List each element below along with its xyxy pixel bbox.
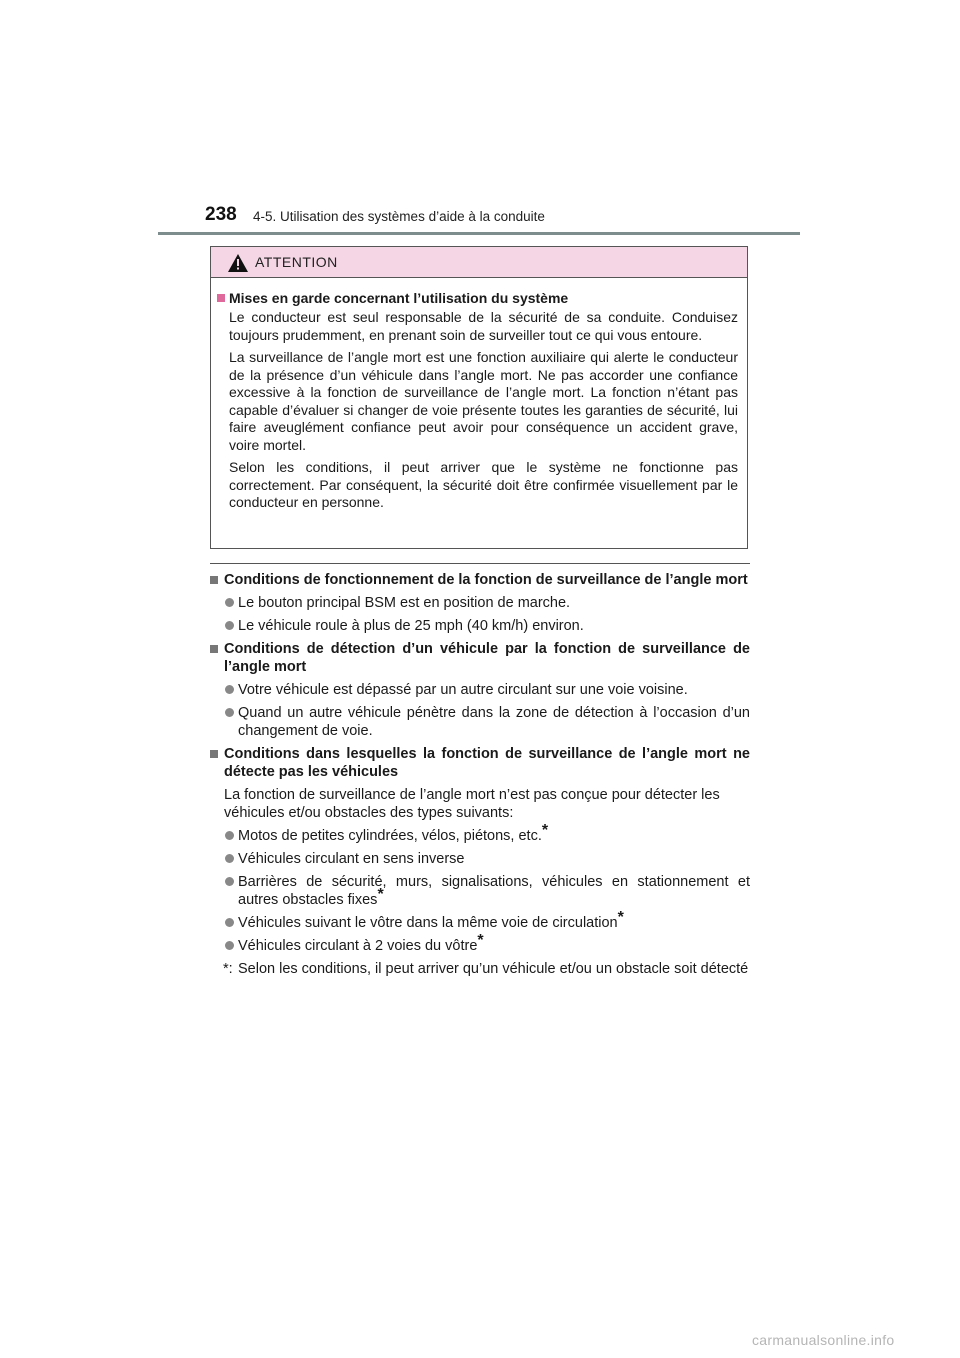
pink-square-bullet-icon <box>217 294 225 302</box>
bullet-item <box>210 617 750 635</box>
bullet-text: Motos de petites cylindrées, vélos, piétons, etc. <box>238 828 542 844</box>
watermark: carmanualsonline.info <box>752 1332 895 1348</box>
section-heading-1 <box>210 571 750 589</box>
bullet-item <box>210 681 750 699</box>
square-bullet-icon <box>210 750 218 758</box>
warning-paragraph-2: La surveillance de l’angle mort est une fonction auxiliaire qui alerte le conducteur de la présence d’un véhicule dans l’angle mort. Ne pas accorder une confiance excessive à la fonction de surveillance de l’angle mort. La fonction n’étant pas capable d’évaluer si changer de voie présente toutes les garanties de sécurité, lui faire aveuglément confiance peut avoir pour conséquence un accident grave, voire mortel. <box>229 349 738 453</box>
round-bullet-icon <box>225 941 234 950</box>
bullet-text: Véhicules suivant le vôtre dans la même voie de circulation <box>238 915 618 931</box>
section-intro: La fonction de surveillance de l’angle mort n’est pas conçue pour détecter les véhicules et/ou obstacles des types suivants: <box>224 787 720 821</box>
page-header <box>205 204 800 234</box>
round-bullet-icon <box>225 598 234 607</box>
bullet-item <box>210 822 750 845</box>
footnote <box>210 960 750 978</box>
warning-title-text: Mises en garde concernant l’utilisation du système <box>229 290 569 306</box>
main-content <box>210 571 750 978</box>
warning-title <box>217 289 738 307</box>
bullet-item <box>210 850 750 868</box>
bullet-item <box>210 594 750 612</box>
bullet-item <box>210 873 750 909</box>
bullet-item <box>210 909 750 932</box>
warning-paragraph-1: Le conducteur est seul responsable de la sécurité de sa conduite. Conduisez toujours prudemment, en prenant soin de surveiller tout ce qui vous entoure. <box>229 309 738 343</box>
page-number: 238 <box>205 204 237 225</box>
bullet-text: Quand un autre véhicule pénètre dans la zone de détection à l’occasion d’un changement de voie. <box>238 705 750 739</box>
round-bullet-icon <box>225 621 234 630</box>
bullet-text: Le véhicule roule à plus de 25 mph (40 km/h) environ. <box>238 618 584 634</box>
footnote-star: * <box>541 822 549 839</box>
bullet-item <box>210 704 750 740</box>
section-heading-3-text: Conditions dans lesquelles la fonction de surveillance de l’angle mort ne détecte pas les véhicules <box>224 746 750 780</box>
bullet-item <box>210 932 750 955</box>
section-heading-3 <box>210 745 750 781</box>
bullet-text: Votre véhicule est dépassé par un autre circulant sur une voie voisine. <box>238 682 688 698</box>
section-title: 4-5. Utilisation des systèmes d’aide à la conduite <box>253 209 545 224</box>
footnote-text: Selon les conditions, il peut arriver qu’un véhicule et/ou un obstacle soit détecté <box>238 961 749 977</box>
bullet-text: Véhicules circulant à 2 voies du vôtre <box>238 938 478 954</box>
footnote-star: * <box>477 932 484 949</box>
footnote-mark: *: <box>223 961 233 977</box>
round-bullet-icon <box>225 708 234 717</box>
section-heading-1-text: Conditions de fonctionnement de la fonction de surveillance de l’angle mort <box>224 572 748 588</box>
warning-triangle-icon <box>228 254 248 272</box>
bullet-text: Véhicules circulant en sens inverse <box>238 851 465 867</box>
warning-box <box>210 246 748 549</box>
header-rule <box>158 232 800 235</box>
bullet-text: Le bouton principal BSM est en position de marche. <box>238 595 571 611</box>
section-heading-2 <box>210 640 750 676</box>
round-bullet-icon <box>225 918 234 927</box>
round-bullet-icon <box>225 831 234 840</box>
bullet-text: Barrières de sécurité, murs, signalisations, véhicules en stationnement et autres obstacles fixes <box>238 874 750 908</box>
warning-paragraph-3: Selon les conditions, il peut arriver que le système ne fonctionne pas correctement. Par conséquent, la sécurité doit être confirmée visuellement par le conducteur en personne. <box>229 459 738 510</box>
content-rule <box>210 563 750 564</box>
warning-label: ATTENTION <box>255 254 338 270</box>
footnote-star: * <box>377 886 384 903</box>
warning-header <box>211 247 747 278</box>
section-heading-2-text: Conditions de détection d’un véhicule par la fonction de surveillance de l’angle mort <box>224 641 750 675</box>
round-bullet-icon <box>225 685 234 694</box>
square-bullet-icon <box>210 645 218 653</box>
square-bullet-icon <box>210 576 218 584</box>
round-bullet-icon <box>225 854 234 863</box>
round-bullet-icon <box>225 877 234 886</box>
warning-body <box>211 278 747 512</box>
footnote-star: * <box>617 909 624 926</box>
